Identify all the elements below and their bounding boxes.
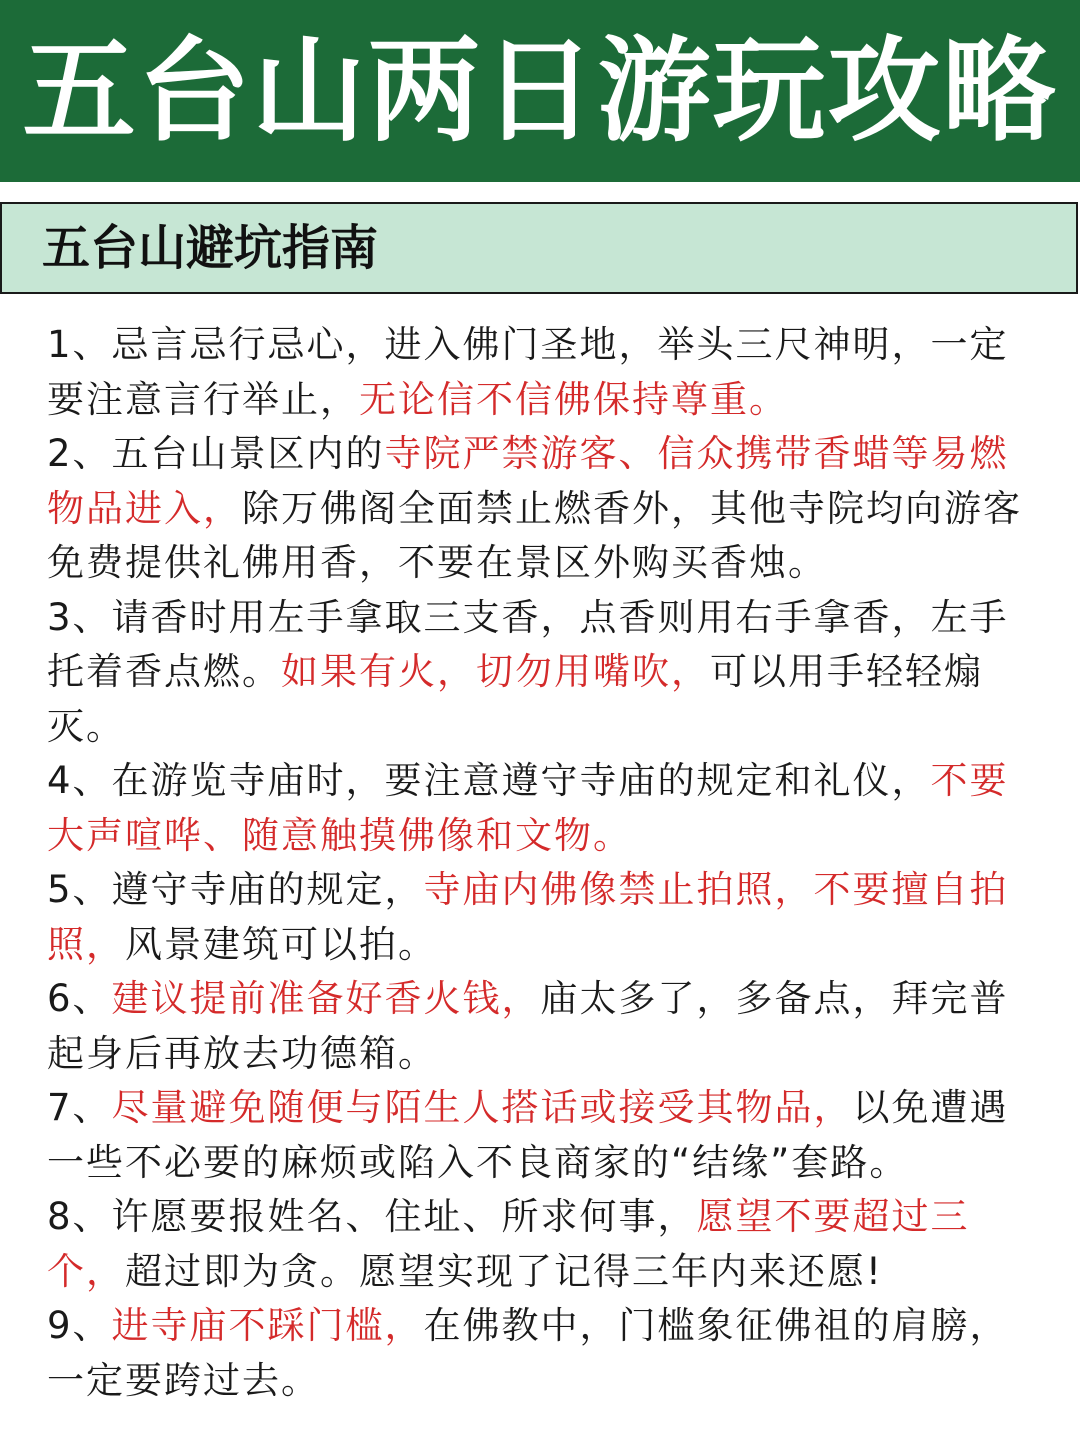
- tip-text: 6、: [47, 977, 112, 1020]
- tip-highlight: 无论信不信佛保持尊重。: [359, 377, 788, 421]
- tip-highlight: 尽量避免随便与陌生人搭话或接受其物品，: [111, 1086, 853, 1129]
- section-title: 五台山避坑指南: [42, 220, 379, 276]
- tip-highlight: 进寺庙不踩门槛，: [111, 1304, 424, 1347]
- tip-text: 风景建筑可以拍。: [125, 922, 437, 966]
- tip-highlight: 不要大声喧哗、随意触摸佛像和文物。: [47, 759, 1009, 857]
- tip-text: 1、忌言忌行忌心，进入佛门圣地，举头三尺神明，一定要注意言行举止，: [47, 323, 1009, 421]
- tip-text: 在佛教中，门槛象征佛祖的肩膀，一定要跨过去。: [47, 1304, 1009, 1402]
- tip-item-8: [47, 1190, 1037, 1299]
- tips-list: [47, 318, 1037, 1408]
- tip-highlight: 寺庙内佛像禁止拍照，不要擅自拍照，: [47, 868, 1009, 966]
- tip-text: 3、请香时用左手拿取三支香，点香则用右手拿香，左手托着香点燃。: [47, 595, 1009, 693]
- page-title: 五台山两日游玩攻略: [22, 24, 1058, 157]
- tip-item-3: [47, 591, 1037, 755]
- tip-item-4: [47, 754, 1037, 863]
- tip-text: 除万佛阁全面禁止燃香外，其他寺院均向游客免费提供礼佛用香，不要在景区外购买香烛。: [47, 486, 1022, 584]
- tip-item-9: [47, 1299, 1037, 1408]
- tip-item-5: [47, 863, 1037, 972]
- tip-item-7: [47, 1081, 1037, 1190]
- tip-text: 庙太多了，多备点，拜完普起身后再放去功德箱。: [47, 977, 1009, 1075]
- tip-highlight: 如果有火，切勿用嘴吹，: [281, 650, 710, 693]
- tip-highlight: 寺院严禁游客、信众携带香蜡等易燃物品进入，: [47, 432, 1009, 530]
- tip-item-6: [47, 972, 1037, 1081]
- tip-text: 5、遵守寺庙的规定，: [47, 868, 424, 911]
- tip-text: 4、在游览寺庙时，要注意遵守寺庙的规定和礼仪，: [47, 759, 931, 802]
- section-header: [0, 202, 1078, 294]
- tip-text: 可以用手轻轻煽灭。: [47, 650, 983, 748]
- tip-text: 2、五台山景区内的: [47, 432, 385, 475]
- tip-text: 以免遭遇一些不必要的麻烦或陷入不良商家的“结缘”套路。: [47, 1086, 1009, 1184]
- tip-text: 7、: [47, 1086, 112, 1129]
- tip-text: 超过即为贪。愿望实现了记得三年内来还愿!: [125, 1249, 883, 1293]
- tip-highlight: 建议提前准备好香火钱，: [111, 977, 541, 1020]
- tip-text: 8、许愿要报姓名、住址、所求何事，: [47, 1195, 697, 1238]
- title-banner: [0, 0, 1080, 182]
- tip-item-2: [47, 427, 1037, 591]
- tip-item-1: [47, 318, 1037, 427]
- tip-text: 9、: [47, 1304, 112, 1347]
- tip-highlight: 愿望不要超过三个，: [47, 1195, 970, 1293]
